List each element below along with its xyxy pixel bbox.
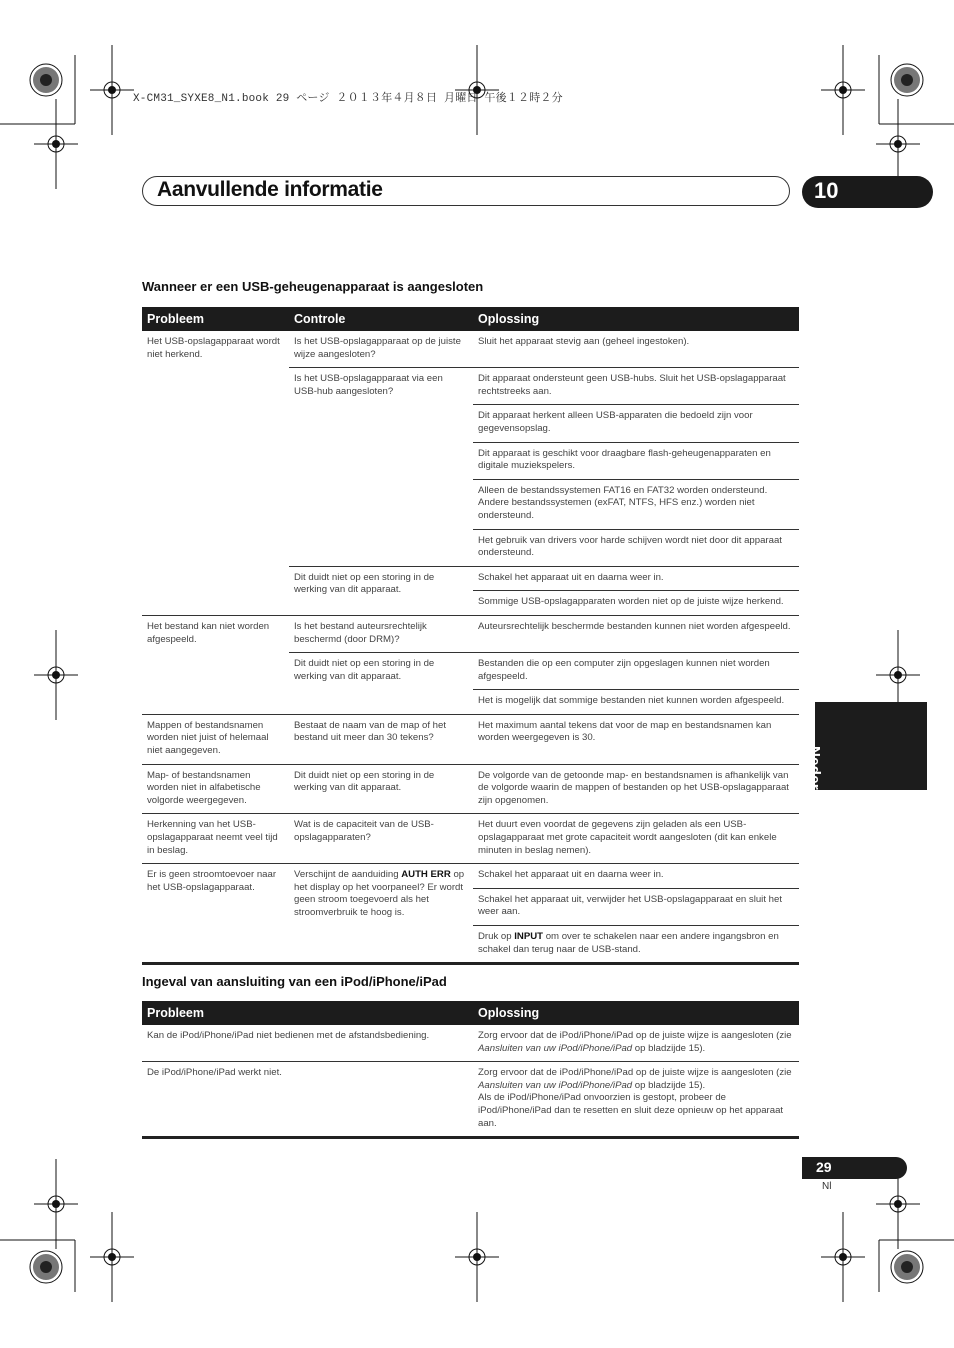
reference-link-text: Aansluiten van uw iPod/iPhone/iPad: [478, 1042, 633, 1054]
oplossing-cell: Het maximum aantal tekens dat voor de map en bestandsnamen kan worden weergegeven is 30.: [473, 714, 799, 764]
column-header: Probleem: [142, 1001, 473, 1025]
probleem-cell: De iPod/iPhone/iPad werkt niet.: [142, 1062, 473, 1138]
table-row: [142, 764, 799, 814]
table-row: [142, 331, 799, 368]
language-label: Nederlands: [806, 746, 823, 831]
oplossing-cell: Het is mogelijk dat sommige bestanden niet kunnen worden afgespeeld.: [473, 690, 799, 715]
oplossing-cell: [473, 1062, 799, 1138]
language-code: Nl: [822, 1181, 832, 1192]
ipod-troubleshooting-table: [142, 1001, 799, 1139]
controle-text: Verschijnt de aanduiding: [294, 869, 402, 881]
ipod-section-title: Ingeval van aansluiting van een iPod/iPhone/iPad: [142, 974, 447, 989]
oplossing-cell: Dit apparaat herkent alleen USB-apparaten die bedoeld zijn voor gegevensopslag.: [473, 405, 799, 442]
oplossing-cell: Auteursrechtelijk beschermde bestanden kunnen niet worden afgespeeld.: [473, 615, 799, 652]
usb-troubleshooting-table: [142, 307, 799, 965]
oplossing-cell: Het duurt even voordat de gegevens zijn geladen als een USB-opslagapparaat met grote capaciteit wordt aangesloten (dit kan enkele minuten in beslag nemen).: [473, 814, 799, 864]
chapter-title: Aanvullende informatie: [157, 178, 383, 201]
table-header-row: [142, 307, 799, 331]
oplossing-text: Zorg ervoor dat de iPod/iPhone/iPad op de juiste wijze is aangesloten (zie: [478, 1067, 792, 1079]
oplossing-text: Als de iPod/iPhone/iPad onvoorzien is gestopt, probeer de iPod/iPhone/iPad dan te resetten en sluit deze opnieuw op het apparaat aan.: [478, 1092, 784, 1129]
probleem-cell: Het USB-opslagapparaat wordt niet herkend.: [142, 331, 289, 615]
column-header: Oplossing: [473, 307, 799, 331]
probleem-cell: Herkenning van het USB-opslagapparaat neemt veel tijd in beslag.: [142, 814, 289, 864]
oplossing-cell: [473, 1025, 799, 1062]
controle-cell: Wat is de capaciteit van de USB-opslagapparaten?: [289, 814, 473, 864]
print-header: X-CM31_SYXE8_N1.book 29 ページ ２０１３年４月８日 月曜日 午後１２時２分: [133, 93, 563, 105]
controle-cell: [289, 864, 473, 964]
controle-cell: Dit duidt niet op een storing in de werking van dit apparaat.: [289, 653, 473, 715]
oplossing-cell: Het gebruik van drivers voor harde schijven wordt niet door dit apparaat ondersteund.: [473, 529, 799, 566]
reference-link-text: Aansluiten van uw iPod/iPhone/iPad: [478, 1079, 633, 1091]
controle-text: op het display op het voorpaneel? Er wordt geen stroom toegevoerd als het stroomverbruik te hoog is.: [294, 869, 465, 918]
table-row: [142, 814, 799, 864]
oplossing-cell: De volgorde van de getoonde map- en bestandsnamen is afhankelijk van de volgorde waarin de mappen of bestanden op het USB-opslagapparaat zijn opgenomen.: [473, 764, 799, 814]
probleem-cell: Map- of bestandsnamen worden niet in alfabetische volgorde weergegeven.: [142, 764, 289, 814]
oplossing-cell: Schakel het apparaat uit en daarna weer in.: [473, 864, 799, 889]
page-number-badge: [802, 1157, 907, 1179]
probleem-cell: Het bestand kan niet worden afgespeeld.: [142, 615, 289, 714]
column-header: Oplossing: [473, 1001, 799, 1025]
oplossing-cell: Sluit het apparaat stevig aan (geheel ingestoken).: [473, 331, 799, 368]
probleem-cell: Er is geen stroomtoevoer naar het USB-opslagapparaat.: [142, 864, 289, 964]
auth-err-label: AUTH ERR: [401, 869, 451, 881]
oplossing-text: Zorg ervoor dat de iPod/iPhone/iPad op de juiste wijze is aangesloten (zie: [478, 1030, 792, 1041]
oplossing-text: op bladzijde 15).: [632, 1079, 706, 1091]
oplossing-cell: Sommige USB-opslagapparaten worden niet op de juiste wijze herkend.: [473, 591, 799, 616]
table-row: [142, 1062, 799, 1138]
chapter-number: 10: [814, 178, 839, 203]
controle-cell: Dit duidt niet op een storing in de werking van dit apparaat.: [289, 764, 473, 814]
controle-cell: Is het USB-opslagapparaat via een USB-hub aangesloten?: [289, 368, 473, 567]
controle-cell: Is het bestand auteursrechtelijk beschermd (door DRM)?: [289, 615, 473, 652]
oplossing-cell: Dit apparaat is geschikt voor draagbare flash-geheugenapparaten en digitale muziekspelers.: [473, 442, 799, 479]
column-header: Controle: [289, 307, 473, 331]
table-row: [142, 615, 799, 652]
input-button-label: INPUT: [514, 931, 544, 942]
controle-cell: Is het USB-opslagapparaat op de juiste wijze aangesloten?: [289, 331, 473, 368]
table-row: [142, 1025, 799, 1062]
oplossing-cell: Schakel het apparaat uit, verwijder het USB-opslagapparaat en sluit het weer aan.: [473, 888, 799, 925]
column-header: Probleem: [142, 307, 289, 331]
usb-section-title: Wanneer er een USB-geheugenapparaat is aangesloten: [142, 279, 484, 294]
oplossing-text: op bladzijde 15).: [632, 1042, 706, 1054]
oplossing-cell: Bestanden die op een computer zijn opgeslagen kunnen niet worden afgespeeld.: [473, 653, 799, 690]
oplossing-cell: [473, 926, 799, 964]
chapter-title-bar: [142, 176, 790, 206]
table-header-row: [142, 1001, 799, 1025]
oplossing-text: Druk op: [478, 931, 515, 942]
oplossing-text: om over te schakelen naar een andere ingangsbron en schakel dan terug naar de USB-stand.: [478, 931, 779, 955]
oplossing-cell: Alleen de bestandssystemen FAT16 en FAT32 worden ondersteund. Andere bestandssystemen (exFAT, NTFS, HFS enz.) worden niet ondersteund.: [473, 479, 799, 529]
oplossing-cell: Schakel het apparaat uit en daarna weer in.: [473, 566, 799, 591]
oplossing-cell: Dit apparaat ondersteunt geen USB-hubs. Sluit het USB-opslagapparaat rechtstreeks aan.: [473, 368, 799, 405]
language-side-tab: [806, 702, 927, 831]
controle-cell: Dit duidt niet op een storing in de werking van dit apparaat.: [289, 566, 473, 615]
chapter-number-badge: [802, 176, 933, 208]
table-row: [142, 864, 799, 889]
controle-cell: Bestaat de naam van de map of het bestand uit meer dan 30 tekens?: [289, 714, 473, 764]
probleem-cell: Mappen of bestandsnamen worden niet juist of helemaal niet aangegeven.: [142, 714, 289, 764]
probleem-cell: Kan de iPod/iPhone/iPad niet bedienen met de afstandsbediening.: [142, 1025, 473, 1062]
page-number: 29: [816, 1159, 832, 1175]
table-row: [142, 714, 799, 764]
